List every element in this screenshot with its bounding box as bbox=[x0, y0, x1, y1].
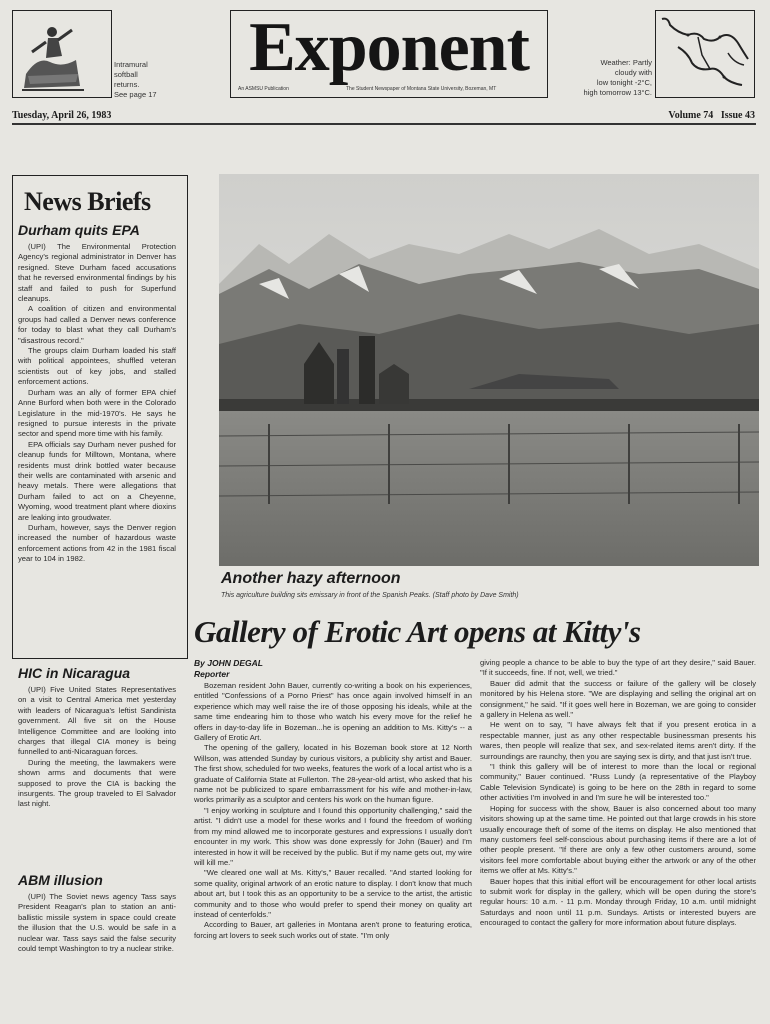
weather-line: Weather: Partly bbox=[600, 58, 652, 67]
byline: By JOHN DEGAL bbox=[194, 658, 263, 668]
brief-paragraph: (UPI) The Environmental Protection Agency's regional administrator in Denver has resigned. Steve Durham faced accusations that he reversed environmental findings by his staff and failed to push for Superfund cleanups. bbox=[18, 242, 176, 304]
brief-paragraph: Durham, however, says the Denver region increased the number of hazardous waste enforcement actions from 42 in the 1981 fiscal year to 104 in 1982. bbox=[18, 522, 176, 564]
mountain-farm-photo[interactable] bbox=[219, 174, 759, 566]
masthead-divider bbox=[12, 123, 756, 125]
brief-paragraph: (UPI) The Soviet news agency Tass says President Reagan's plan to station an anti-ballistic missile system in space could create the illusion that the U.S. would be safe in a nuclear war. Tass says said the false security could tempt Washington to try a nuclear strike. bbox=[18, 892, 176, 954]
weather-line: high tomorrow 13°C. bbox=[583, 88, 652, 97]
weather-line: cloudy with bbox=[614, 68, 652, 77]
brief-headline[interactable]: HIC in Nicaragua bbox=[18, 665, 131, 681]
brief-abm bbox=[18, 872, 176, 954]
feature-column-right bbox=[480, 658, 756, 929]
promo-line: returns. bbox=[114, 80, 140, 89]
brief-headline[interactable]: Durham quits EPA bbox=[18, 222, 140, 238]
brief-paragraph: The groups claim Durham loaded his staff with political appointees, shuffled veteran scientists out of key jobs, and stalled enforcement actions. bbox=[18, 346, 176, 387]
brief-durham bbox=[18, 222, 176, 565]
article-paragraph: giving people a chance to be able to buy the type of art they desire," said Bauer. "If it succeeds, fine. If not, well, we tried." bbox=[480, 658, 756, 678]
brief-paragraph: EPA officials say Durham never pushed for cleanup funds for Milltown, Montana, where residents must drink bottled water because their wells are contaminated with arsenic and heavy metals. There were allegations that Durham failed to act on a Cheyenne, Wyoming, wood treatment plant where dioxins are leaking into groudwater. bbox=[18, 439, 176, 522]
brief-paragraph: Durham was an ally of former EPA chief Anne Burford when both were in the Colorado Legislature in the mid-1970's. He says he resigned to pursue interests in the private sector and spend more time with his family. bbox=[18, 387, 176, 439]
article-paragraph: Bozeman resident John Bauer, currently co-writing a book on his experiences, entitled "Confessions of a Porno Priest" has once again involved himself in an experience which may well raise the ire of those opposing his ideals, while at the same time endearing him to those who watch his every move for the relief he offers in day-to-day life in Bozeman...he is opening an addition to Ms. Kitty's -- a Gallery of Erotic Art. bbox=[194, 681, 472, 743]
news-briefs-header: News Briefs bbox=[24, 187, 151, 216]
brief-nicaragua bbox=[18, 665, 176, 810]
feature-headline[interactable]: Gallery of Erotic Art opens at Kitty's bbox=[194, 614, 641, 649]
article-paragraph: "I enjoy working in sculpture and I found this opportunity challenging," said the artist. "I didn't use a model for these works and I found the freedom of working from my mind allowed me to incorporate gestures and expressions I usually don't encounter in my work. This show was done expressly for John (Bauer) and I'm interested in how it will be received by the public. But if my name gets out, my wire will kill me." bbox=[194, 805, 472, 867]
photo-caption-text: This agriculture building sits emissary in front of the Spanish Peaks. (Staff photo by Dave Smith) bbox=[221, 592, 519, 599]
publication-subline-left: An ASMSU Publication bbox=[238, 86, 289, 92]
article-paragraph: The opening of the gallery, located in his Bozeman book store at 12 North Willson, was attended Sunday by curious visitors, a publicity shy artist and Bauer. The first show, scheduled for two weeks, features the work of a local artist who is a graduate of California State at Fullerton. The 28-year-old artist, who asked that his name not be publicized to spare embarrassment for his wife and mother-in-law, works primarily as a sculptor and centers his work on the human figure. bbox=[194, 743, 472, 805]
promo-line: Intramural bbox=[114, 60, 148, 69]
article-paragraph: Hoping for success with the show, Bauer is also concerned about too many visitors showing up at the same time. He pointed out that large crowds in his store usually encourage theft of some of the items on display. He also mentioned that many customers feel self-conscious about purchasing items if there are a lot of other people present. "If there are only a few other customers around, some visitors feel more comfortable about buying either the artwork or any of the other items we offer at Ms. Kitty's." bbox=[480, 803, 756, 876]
newspaper-title: Exponent bbox=[249, 9, 529, 86]
softball-promo-text bbox=[114, 60, 174, 100]
byline-role: Reporter bbox=[194, 669, 230, 679]
brief-headline[interactable]: ABM illusion bbox=[18, 872, 103, 888]
article-paragraph: "I think this gallery will be of interest to more than the local or regional community," Bauer continued. "Russ Lundy (a representative of the Playboy Cable Television Syndicate) is going to be here on the 28th in regard to some other activities I'm involved in and I'm sure he will be interested too." bbox=[480, 762, 756, 803]
weather-line: low tonight -2°C, bbox=[596, 78, 652, 87]
brief-paragraph: A coalition of citizen and environmental groups had called a Denver news conference for today to blast what they call Durham's "disastrous record." bbox=[18, 304, 176, 345]
article-paragraph: Bauer did admit that the success or failure of the gallery will be closely monitored by his Helena store. "We are displaying and selling the original art on consignment," he said. "If it goes well here in Bozeman, we are going to consider a gallery in Helena as well." bbox=[480, 678, 756, 720]
brief-paragraph: During the meeting, the lawmakers were shown arms and documents that were supposed to prove the CIA is backing the insurgents. The group traveled to El Salvador last night. bbox=[18, 757, 176, 809]
article-paragraph: Bauer hopes that this initial effort will be encouragement for other local artists to submit work for display in the gallery, which will be open during the store's regular hours: 10 a.m. - 11 p.m. Monday through Friday, 10 a.m. until midnight Saturdays and noon until 11 p.m. Sundays. Artists or interested buyers are encouraged to contact the gallery for more information about future displays. bbox=[480, 876, 756, 928]
issue-number: Issue 43 bbox=[720, 110, 755, 121]
brief-paragraph: (UPI) Five United States Representatives on a visit to Central America met yesterday with leaders of Nicaragua's leftist Sandinista government. All five sit on the House Intelligence Committee and are looking into charges that illegal CIA money is being funnelled to anti-Nicaraguan forces. bbox=[18, 685, 176, 757]
softball-player-illustration bbox=[18, 16, 88, 96]
article-paragraph: He went on to say, "I have always felt that if you present erotica in a respectable manner, just as any other respectable businessman presents his wares, then people will realize that sex, and sex-related items aren't dirty. If the surroundings are raunchy, then you are saying sex is dirty, and that just isn't true. bbox=[480, 720, 756, 761]
dateline-date: Tuesday, April 26, 1983 bbox=[12, 110, 112, 121]
article-paragraph: "We cleared one wall at Ms. Kitty's," Bauer recalled. "And started looking for some quality, original artwork of an erotic nature to display. I don't know that much about art, but I took this as an opportunity to be a service to the artist, the artistic community and to those who would prefer to spend their money on quality art instead of centerfolds." bbox=[194, 868, 472, 919]
feature-column-left bbox=[194, 658, 472, 941]
volume-number: Volume 74 bbox=[668, 110, 714, 121]
promo-line: See page 17 bbox=[114, 90, 157, 99]
publication-subline-right: The Student Newspaper of Montana State University, Bozeman, MT bbox=[346, 86, 497, 92]
photo-caption-title: Another hazy afternoon bbox=[221, 570, 401, 587]
promo-line: softball bbox=[114, 70, 138, 79]
weather-text bbox=[560, 58, 652, 98]
dateline-volume-issue bbox=[560, 110, 755, 121]
weather-map-icon bbox=[658, 13, 752, 95]
article-paragraph: According to Bauer, art galleries in Montana aren't prone to featuring erotica, forcing art lovers to seek such works out of state. "I'm only bbox=[194, 920, 472, 940]
